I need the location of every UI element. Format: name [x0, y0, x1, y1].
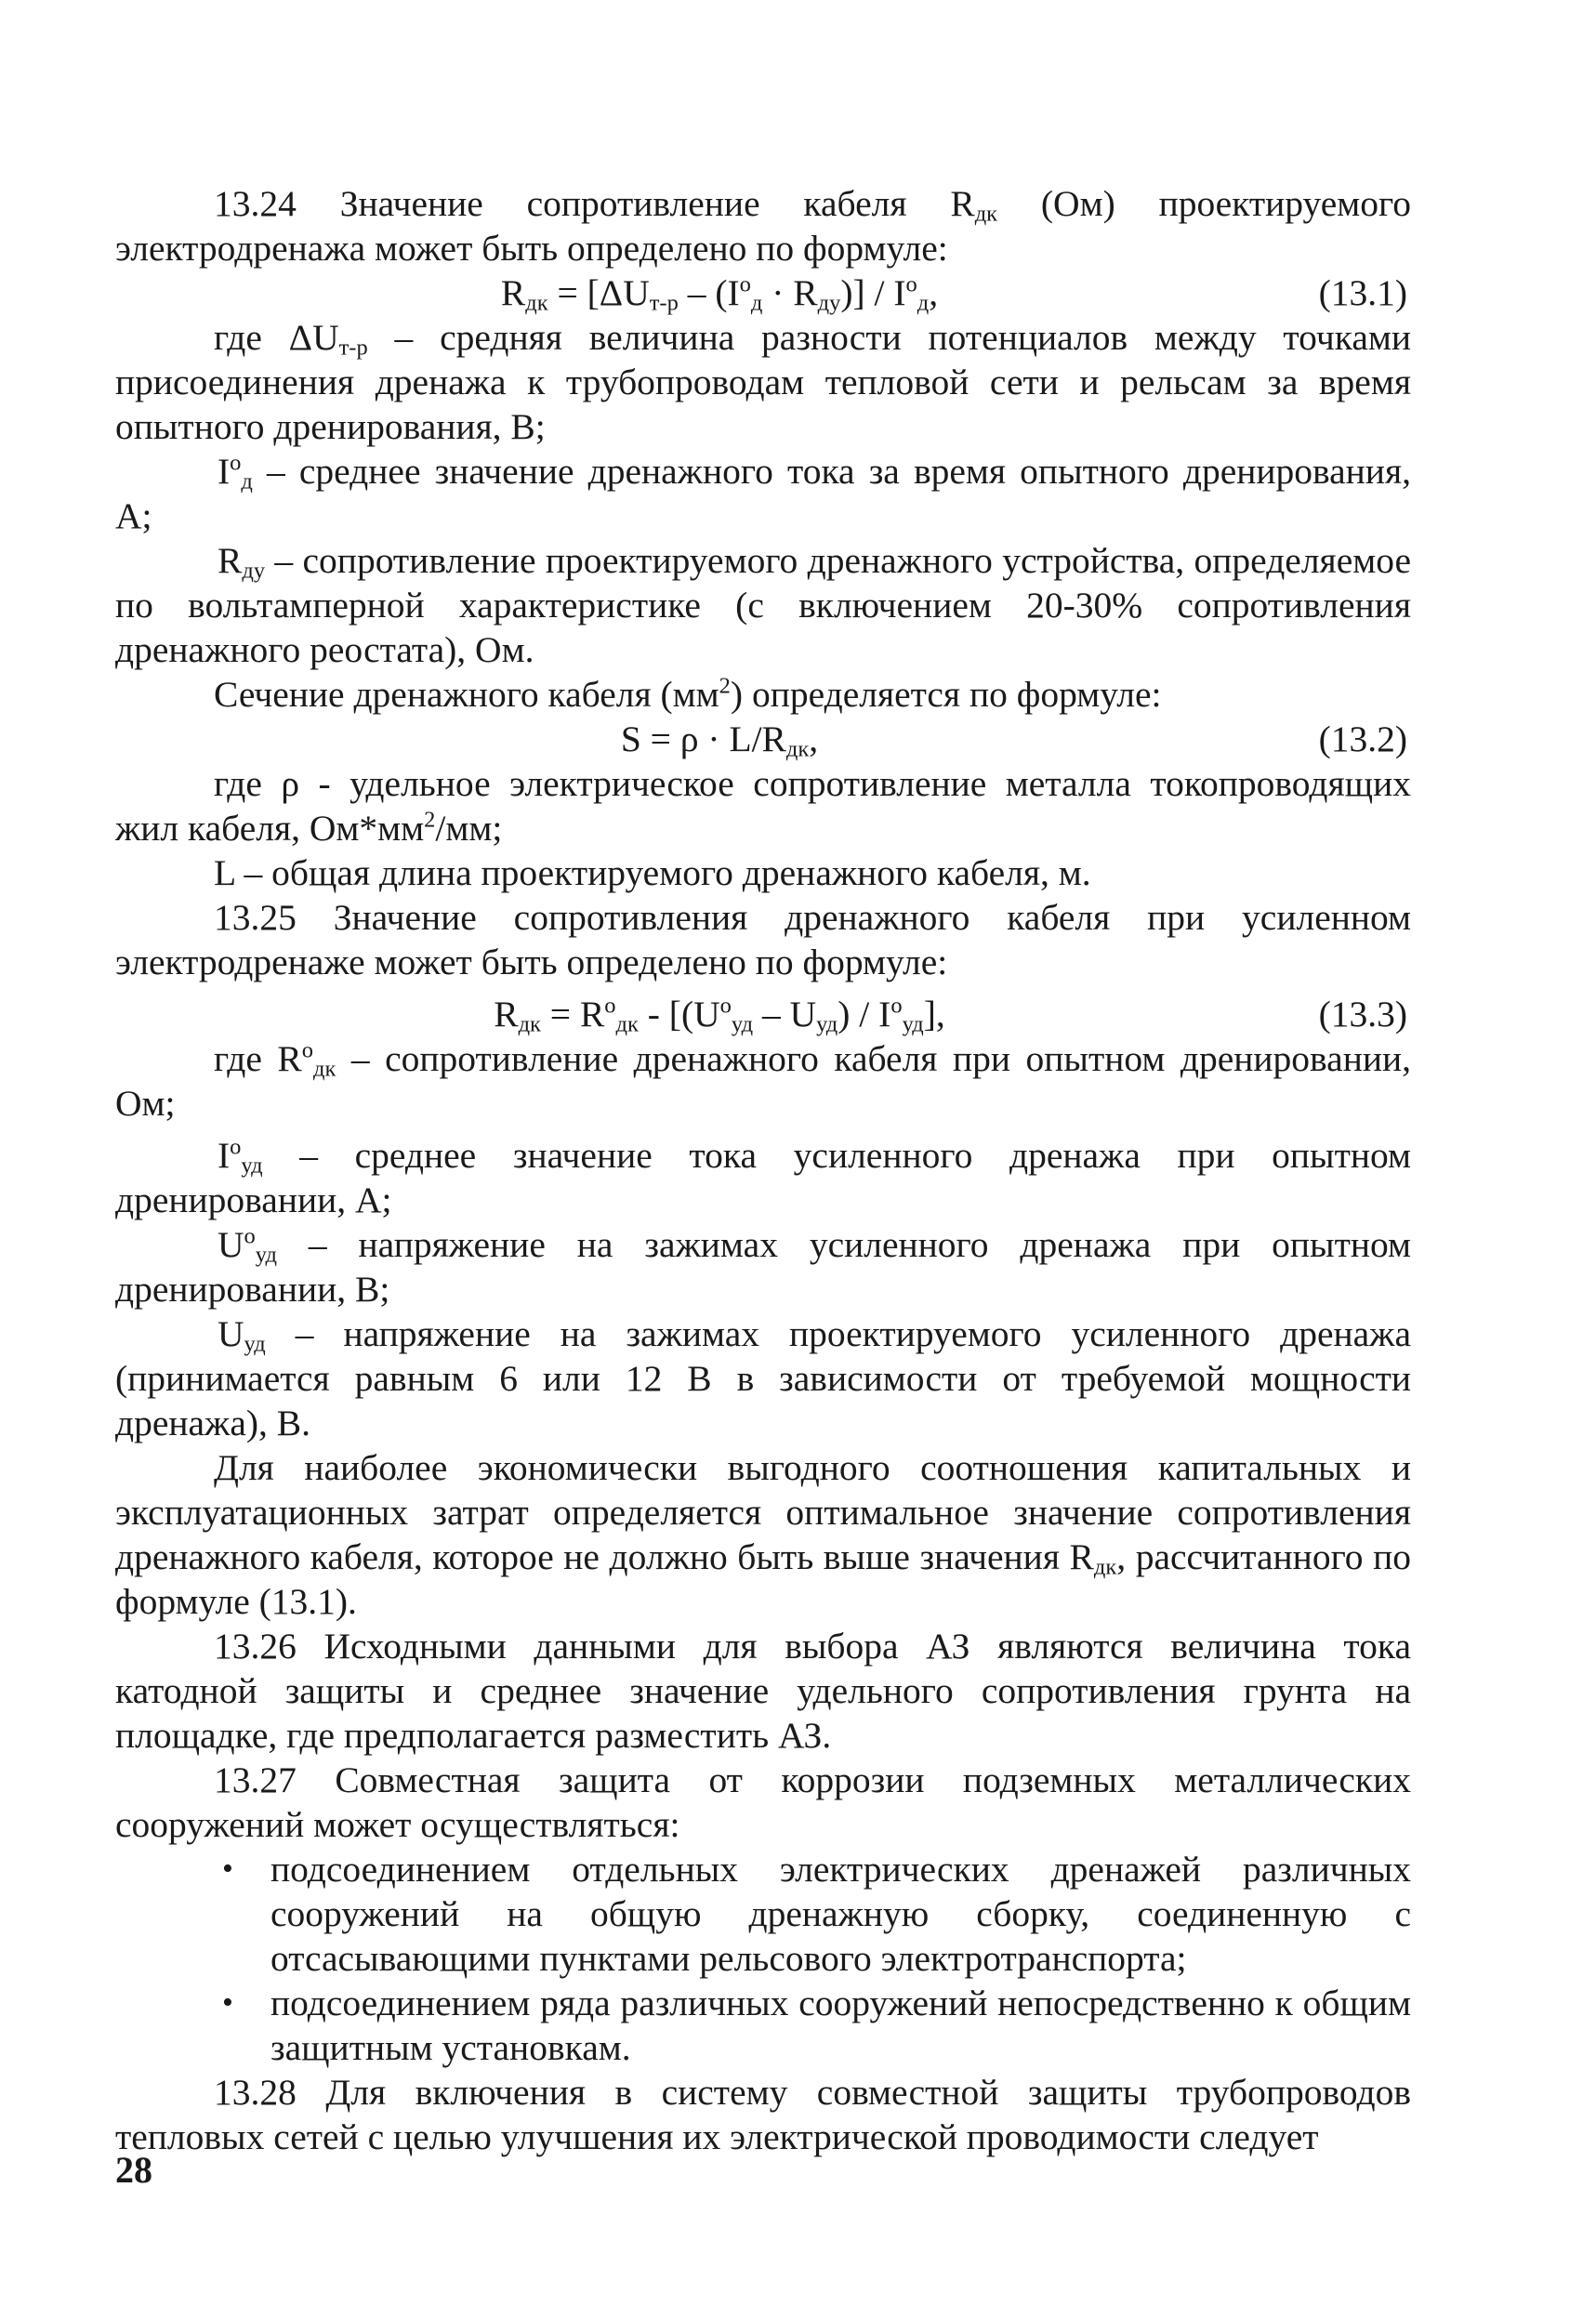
definition-u-ud: $U_{уд}$ – напряжение на зажимах проектируемого усиленного дренажа (принимается равным 6 или 12 В в зависимости от требуемой мощности дренажа), В. — [115, 1313, 1411, 1443]
page-number: 28 — [115, 2149, 152, 2191]
list-item: • подсоединением отдельных электрических дренажей различных сооружений на общую дренажную сборку, соединенную с отсасывающими пунктами рельсового электротранспорта; — [222, 1849, 1411, 1979]
definition-i-d: $I^о_д$ – среднее значение дренажного тока за время опытного дренирования, А; — [115, 450, 1411, 536]
formula-number: (13.1) — [1318, 272, 1407, 313]
formula-13-1: $R_{дк} = [\Delta U_{т-р} - (I^о_д \cdot R_{ду})] / I^о_д$, (13.1) — [115, 270, 1411, 315]
definition-u0-ud: $U^о_{уд}$ – напряжение на зажимах усиленного дренажа при опытном дренировании, В; — [115, 1223, 1411, 1310]
definition-i0-ud: $I^о_{уд}$ – среднее значение тока усиленного дренажа при опытном дренировании, А; — [115, 1134, 1411, 1220]
paragraph-13-25: 13.25 Значение сопротивления дренажного кабеля при усиленном электродренаже может быть определено по формуле: — [115, 897, 1411, 982]
definition-r0-dk: где $R^о_{дк}$ – сопротивление дренажного кабеля при опытном дренировании, Ом; — [115, 1037, 1411, 1124]
paragraph-13-28: 13.28 Для включения в систему совместной защиты трубопроводов тепловых сетей с целью улучшения их электрической проводимости следует — [115, 2072, 1411, 2157]
bullet-icon: • — [222, 1851, 233, 1886]
definition-rho: где ρ - удельное электрическое сопротивление металла токопроводящих жил кабеля, $Ом*мм^2/мм$; — [115, 763, 1411, 849]
paragraph-13-26: 13.26 Исходными данными для выбора АЗ являются величина тока катодной защиты и среднее значение удельного сопротивления грунта на площадке, где предполагается разместить АЗ. — [115, 1626, 1411, 1756]
paragraph-13-27: 13.27 Совместная защита от коррозии подземных металлических сооружений может осуществляться: — [115, 1759, 1411, 1845]
paragraph-section: Сечение дренажного кабеля $(мм^2)$ определяется по формуле: — [214, 673, 1162, 715]
bullet-icon: • — [222, 1985, 233, 2020]
formula-13-3: $R_{дк} = R^о_{дк} - [(U^о_{уд} - U_{уд}) / I^о_{уд}]$, (13.3) — [115, 992, 1411, 1036]
paragraph-13-24: 13.24 Значение сопротивление кабеля $R_{дк}$ (Ом) проектируемого электродренажа может быть определено по формуле: — [115, 183, 1411, 269]
definition-l: L – общая длина проектируемого дренажного кабеля, м. — [214, 852, 1091, 893]
formula-number: (13.3) — [1318, 994, 1407, 1034]
formula-number: (13.2) — [1318, 718, 1407, 759]
formula-13-2: $S = \rho \cdot L/R_{дк}$, (13.2) — [115, 717, 1411, 761]
bullet-list — [115, 1847, 1411, 2070]
paragraph-optimal: Для наиболее экономически выгодного соотношения капитальных и эксплуатационных затрат определяется оптимальное значение сопротивления дренажного кабеля, которое не должно быть выше значения $R_{дк}$, рассчитанного по формуле (13.1). — [115, 1447, 1411, 1622]
document-body — [115, 181, 1411, 2159]
definition-r-du: $R_{ду}$ – сопротивление проектируемого дренажного устройства, определяемое по вольтамперной характеристике (с включением 20-30% сопротивления дренажного реостата), Ом. — [115, 540, 1411, 670]
definition-delta-u: где $\Delta U_{т-р}$ – средняя величина разности потенциалов между точками присоединения дренажа к трубопроводам тепловой сети и рельсам за время опытного дренирования, В; — [115, 317, 1411, 447]
list-item: • подсоединением ряда различных сооружений непосредственно к общим защитным установкам. — [222, 1983, 1411, 2068]
